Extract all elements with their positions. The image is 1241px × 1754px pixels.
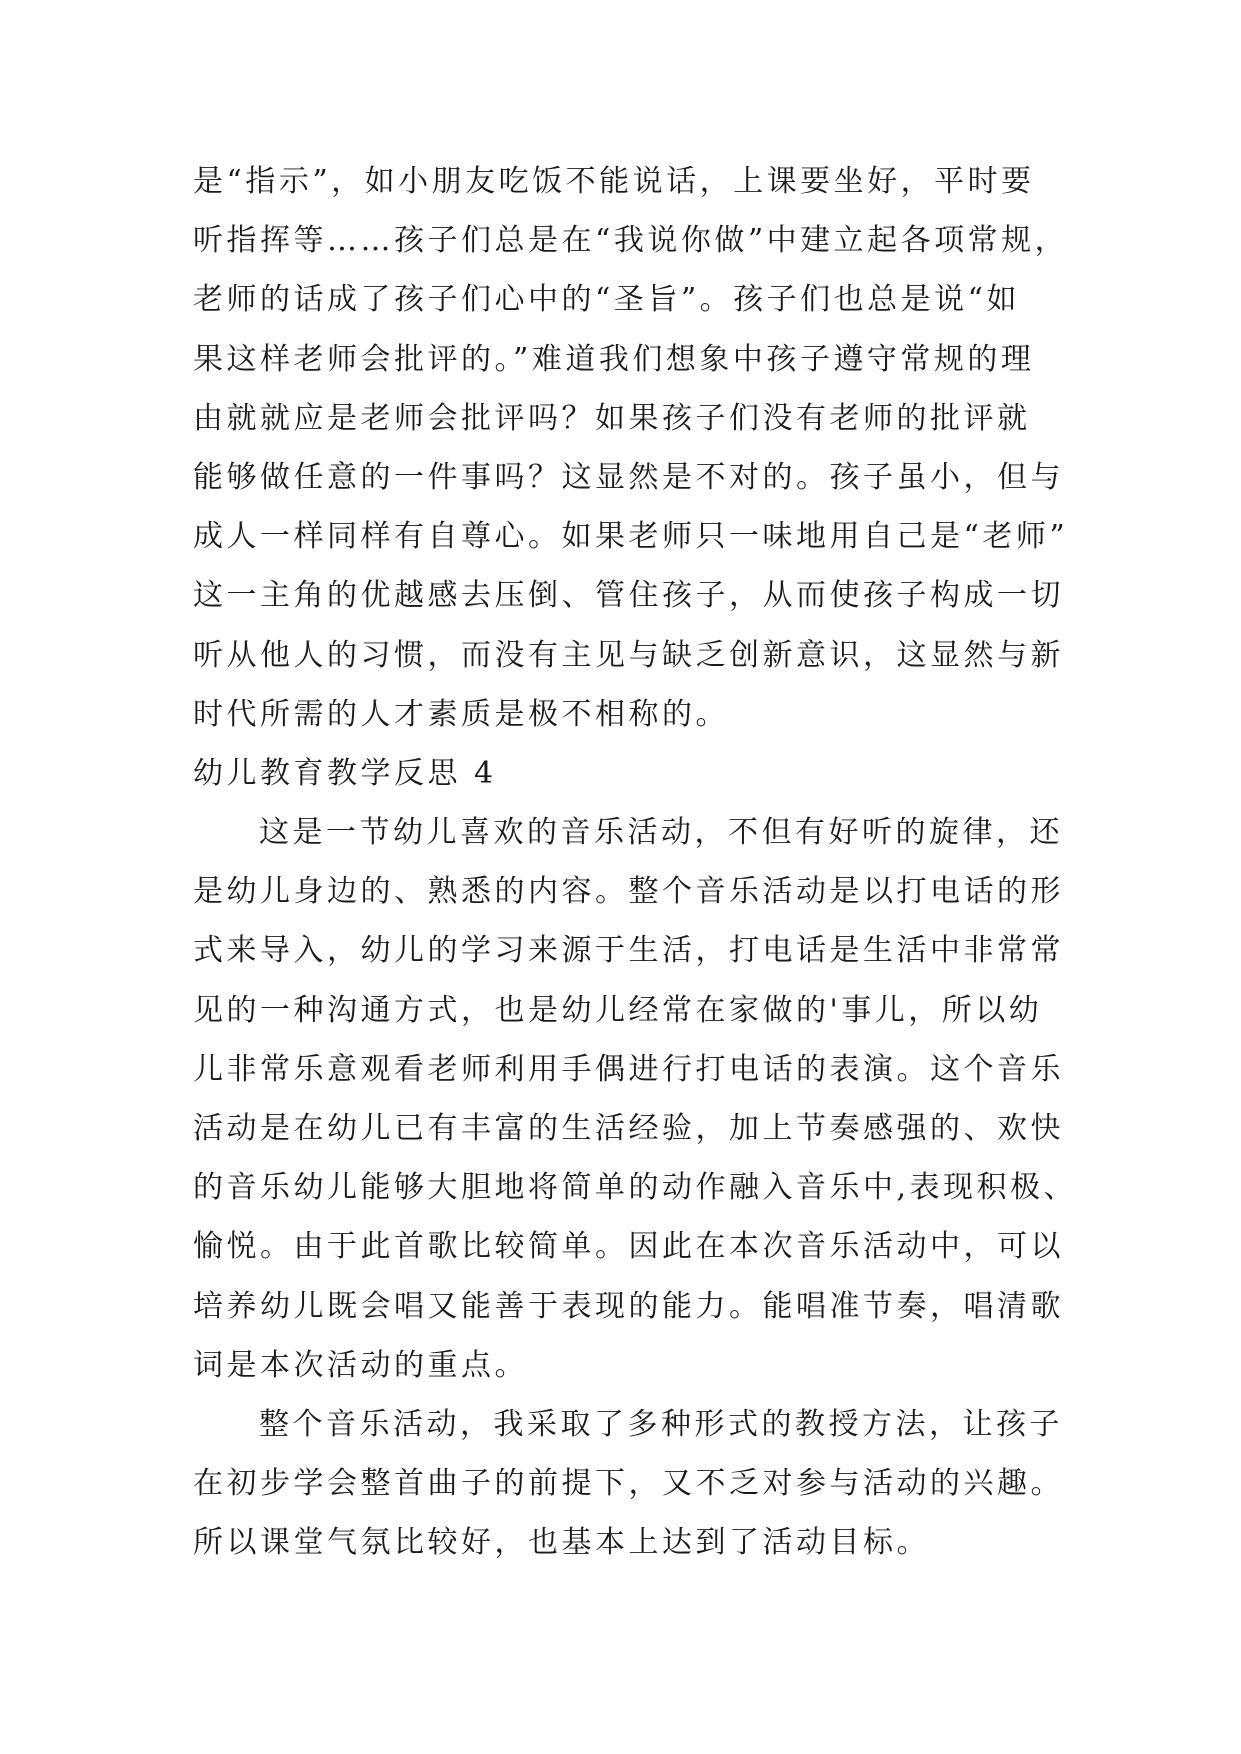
text-line: 所以课堂气氛比较好，也基本上达到了活动目标。: [193, 1525, 930, 1561]
document-body: [193, 152, 1078, 1573]
text-line: 听从他人的习惯，而没有主见与缺乏创新意识，这显然与新: [193, 637, 1064, 673]
paragraph-first-line: 整个音乐活动，我采取了多种形式的教授方法，让孩子: [259, 1406, 1063, 1442]
section-heading: 幼儿教育教学反思 4: [193, 755, 497, 791]
text-line: 时代所需的人才素质是极不相称的。: [193, 696, 729, 732]
text-line: 是幼儿身边的、熟悉的内容。整个音乐活动是以打电话的形: [193, 874, 1064, 910]
text-line: 在初步学会整首曲子的前提下，又不乏对参与活动的兴趣。: [193, 1466, 1064, 1502]
text-line: 由就就应是老师会批评吗？如果孩子们没有老师的批评就: [193, 400, 1031, 436]
text-line: 培养幼儿既会唱又能善于表现的能力。能唱准节奏，唱清歌: [193, 1288, 1064, 1324]
text-line: 能够做任意的一件事吗？这显然是不对的。孩子虽小，但与: [193, 459, 1064, 495]
text-line: 是“指示”，如小朋友吃饭不能说话，上课要坐好，平时要: [193, 164, 1035, 199]
text-line: 愉悦。由于此首歌比较简单。因此在本次音乐活动中，可以: [193, 1229, 1064, 1265]
text-line: 词是本次活动的重点。: [193, 1347, 528, 1383]
text-line: 见的一种沟通方式，也是幼儿经常在家做的'事儿，所以幼: [193, 992, 1043, 1028]
text-line: 这一主角的优越感去压倒、管住孩子，从而使孩子构成一切: [193, 578, 1064, 614]
text-line: 活动是在幼儿已有丰富的生活经验，加上节奏感强的、欢快: [193, 1111, 1064, 1146]
text-line: 的音乐幼儿能够大胆地将简单的动作融入音乐中,表现积极、: [193, 1170, 1078, 1206]
text-line: 成人一样同样有自尊心。如果老师只一味地用自己是“老师”: [193, 519, 1069, 555]
text-line: 儿非常乐意观看老师利用手偶进行打电话的表演。这个音乐: [193, 1051, 1064, 1087]
text-line: 听指挥等……孩子们总是在“我说你做”中建立起各项常规，: [193, 223, 1069, 259]
paragraph-first-line: 这是一节幼儿喜欢的音乐活动，不但有好听的旋律，还: [259, 815, 1063, 851]
text-line: 果这样老师会批评的。”难道我们想象中孩子遵守常规的理: [193, 341, 1035, 377]
text-line: 老师的话成了孩子们心中的“圣旨”。孩子们也总是说“如: [193, 282, 1021, 318]
text-line: 式来导入，幼儿的学习来源于生活，打电话是生活中非常常: [193, 933, 1064, 969]
